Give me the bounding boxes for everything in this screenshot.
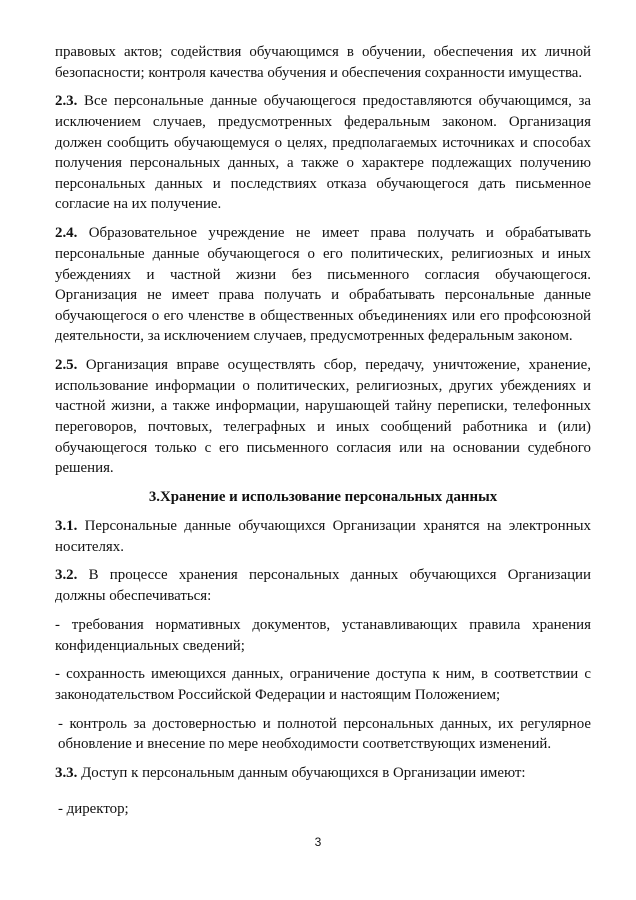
list-item: - требования нормативных документов, устанавливающих правила хранения конфиденциальных сведений;	[55, 616, 591, 654]
clause-2-3	[55, 91, 591, 215]
clause-text: Образовательное учреждение не имеет права получать и обрабатывать персональные данные обучающегося о его политических, религиозных и иных убеждениях и частной жизни без письменного согласия обучающегося. Организация не имеет права получать и обрабатывать персональные данные обучающегося о его членстве в общественных объединениях или его профсоюзной деятельности, за исключением случаев, предусмотренных федеральным законом.	[55, 225, 591, 345]
clause-text: В процессе хранения персональных данных обучающихся Организации должны обеспечиваться:	[55, 567, 591, 605]
clause-2-4	[55, 223, 591, 347]
clause-3-2	[55, 565, 591, 606]
clause-text: Организация вправе осуществлять сбор, передачу, уничтожение, хранение, использование информации о политических, религиозных, других убеждениях и частной жизни, а также информации, нарушающей тайну переписки, телефонных переговоров, почтовых, телеграфных и иных сообщений работника и (или) обучающегося только с его письменного согласия или на основании судебного решения.	[55, 357, 591, 477]
section-3-heading: 3.Хранение и использование персональных данных	[148, 489, 498, 506]
page-number: 3	[314, 835, 322, 849]
clause-number: 2.3.	[55, 93, 78, 110]
clause-3-3	[55, 763, 591, 784]
clause-3-1	[55, 516, 591, 557]
continuation-paragraph	[55, 42, 591, 83]
document-body	[55, 42, 591, 828]
list-item: - сохранность имеющихся данных, ограничение доступа к ним, в соответствии с законодательством Российской Федерации и настоящим Положением;	[55, 666, 591, 703]
clause-number: 3.3.	[55, 765, 78, 782]
clause-text: Персональные данные обучающихся Организации хранятся на электронных носителях.	[55, 517, 591, 555]
clause-text: Все персональные данные обучающегося предоставляются обучающимся, за исключением случаев, предусмотренных федеральным законом. Организация должен сообщить обучающемуся о целях, предполагаемых источниках и способах получения персональных данных, а также о характере подлежащих получению персональных данных и последствиях отказа обучающегося дать письменное согласие на их получение.	[55, 93, 591, 213]
list-item: - контроль за достоверностью и полнотой персональных данных, их регулярное обновление и внесение по мере необходимости соответствующих изменений.	[58, 715, 591, 753]
clause-number: 3.2.	[55, 567, 78, 584]
paragraph-text: правовых актов; содействия обучающимся в обучении, обеспечения их личной безопасности; контроля качества обучения и обеспечения сохранности имущества.	[55, 44, 591, 81]
clause-number: 2.5.	[55, 357, 78, 374]
clause-number: 3.1.	[55, 517, 78, 534]
clause-number: 2.4.	[55, 225, 78, 242]
clause-text: Доступ к персональным данным обучающихся в Организации имеют:	[81, 765, 526, 782]
clause-2-5	[55, 355, 591, 479]
list-item: - директор;	[58, 800, 129, 817]
